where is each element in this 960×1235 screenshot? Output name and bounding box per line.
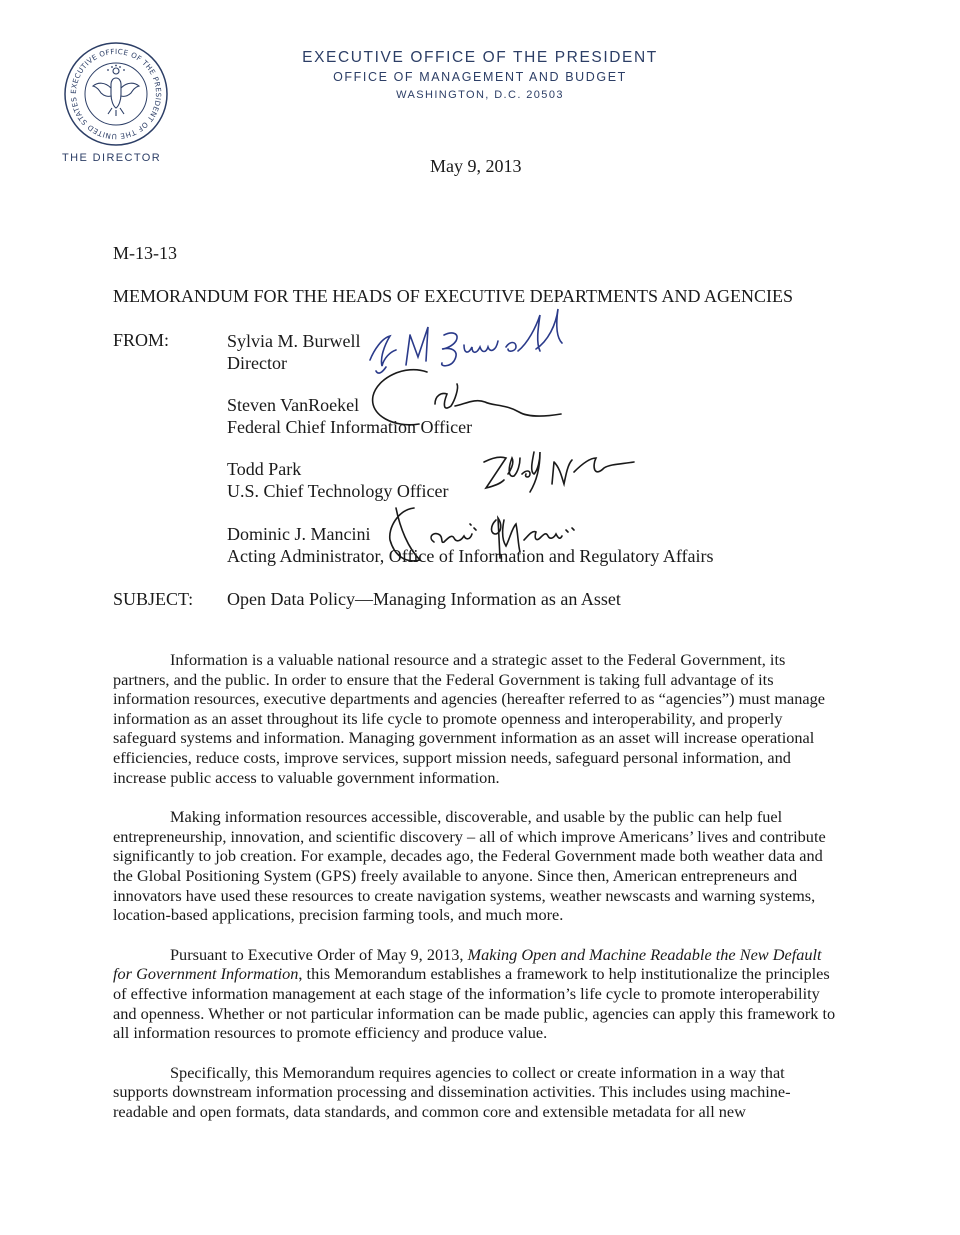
signer-park (227, 458, 449, 502)
signer-name: Steven VanRoekel (227, 395, 360, 415)
signer-title: U.S. Chief Technology Officer (227, 481, 449, 501)
subject-text: Open Data Policy—Managing Information as an Asset (227, 589, 621, 609)
paragraph-3 (113, 945, 843, 1043)
paragraph-1: Information is a valuable national resource and a strategic asset to the Federal Government, its partners, and the public. In order to ensure that the Federal Government is taking full advantage of its information resources, executive departments and agencies (hereafter referred to as “agencies”) must manage information as an asset throughout its life cycle to promote openness and interoperability, and properly safeguard systems and information. Managing government information as an asset will increase operational efficiencies, reduce costs, improve services, support mission needs, safeguard personal information, and increase public access to valuable government information. (113, 650, 825, 787)
seal-text: EXECUTIVE OFFICE OF THE PRESIDENT OF THE UNITED STATES (68, 46, 164, 142)
signer-name: Todd Park (227, 459, 302, 479)
letterhead-address: WASHINGTON, D.C. 20503 (396, 89, 564, 101)
subject-label: SUBJECT: (113, 589, 194, 609)
signature-mancini (378, 500, 608, 580)
executive-order-title: Making Open and Machine Readable the New Default for Government Information (113, 944, 822, 984)
signer-title: Director (227, 353, 287, 373)
letterhead-agency: OFFICE OF MANAGEMENT AND BUDGET (333, 70, 627, 84)
from-label: FROM: (113, 330, 170, 350)
paragraph-4: Specifically, this Memorandum requires agencies to collect or create information in a way that supports downstream information processing and dissemination activities. This includes using machine-readable and open formats, data standards, and common core and extensible metadata for all new (113, 1062, 791, 1121)
memo-number: M-13-13 (113, 243, 177, 263)
memo-date: May 9, 2013 (430, 156, 522, 176)
paragraph-2: Making information resources accessible, discoverable, and usable by the public can help fuel entrepreneurship, innovation, and scientific discovery – all of which improve Americans’ lives and contribute significantly to job creation. For example, decades ago, the Federal Government made both weather data and the Global Positioning System (GPS) freely available to anyone. Since then, American entrepreneurs and innovators have used these resources to create navigation systems, weather newscasts and warning systems, location-based applications, precision farming tools, and much more. (113, 807, 826, 925)
paragraph-3-start: Pursuant to Executive Order of May 9, 2013, (170, 944, 468, 964)
letterhead (290, 48, 670, 104)
signature-vanroekel (365, 360, 565, 435)
signer-title: Federal Chief Information Officer (227, 417, 473, 437)
signer-burwell (227, 330, 361, 374)
director-label: THE DIRECTOR (62, 152, 162, 164)
presidential-seal-icon (62, 40, 170, 148)
signer-name: Sylvia M. Burwell (227, 331, 361, 351)
signer-name: Dominic J. Mancini (227, 524, 371, 544)
signer-title: Acting Administrator, Office of Information and Regulatory Affairs (227, 546, 714, 566)
memo-body (113, 650, 843, 1141)
letterhead-office: EXECUTIVE OFFICE OF THE PRESIDENT (302, 49, 658, 66)
svg-text:EXECUTIVE OFFICE OF THE PRESID (69, 47, 163, 141)
paragraph-3-end: , this Memorandum establishes a framework to help institutionalize the principles of effective information management at each stage of the information’s life cycle to promote interoperability and openness. Whether or not particular information can be made public, agencies can apply this framework to all information resources to promote efficiency and produce value. (113, 964, 836, 1043)
memo-addressees: MEMORANDUM FOR THE HEADS OF EXECUTIVE DEPARTMENTS AND AGENCIES (113, 286, 793, 306)
